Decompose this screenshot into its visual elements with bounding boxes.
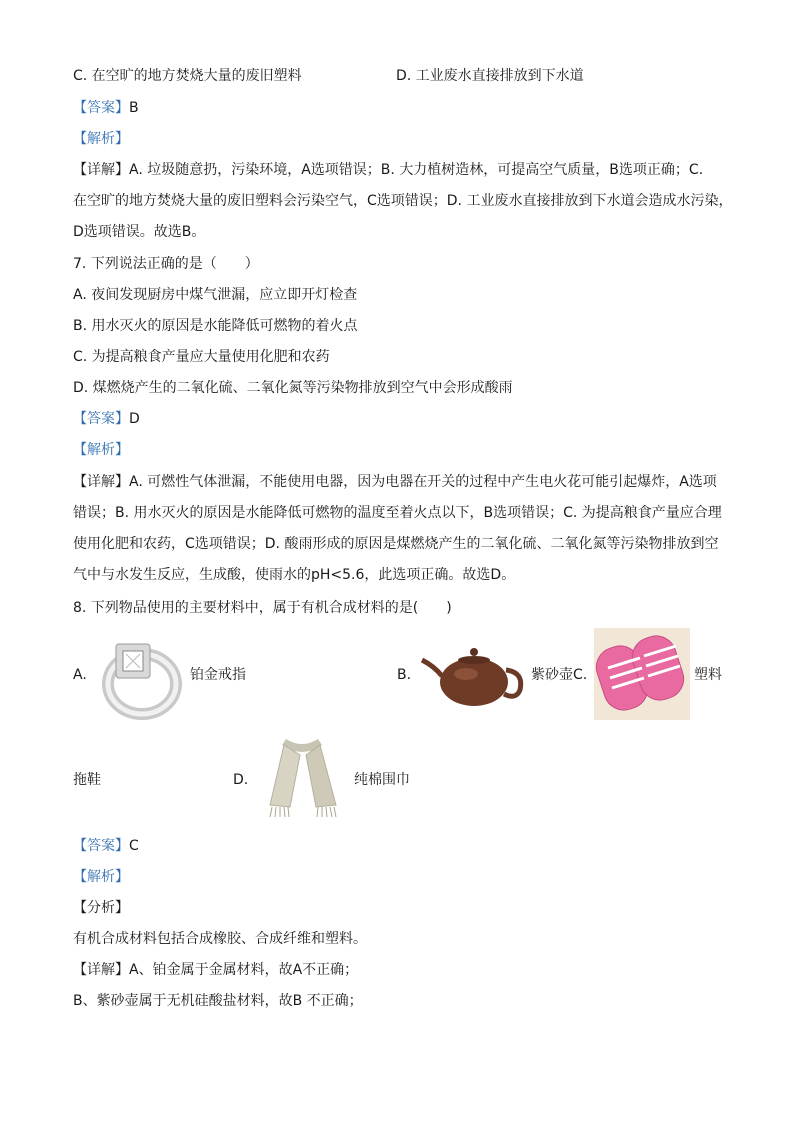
q6-analysis-tag (73, 129, 129, 149)
q7-stem: 7. 下列说法正确的是（ ） (73, 256, 259, 272)
q8-option-d-text: 纯棉围巾 (354, 772, 410, 788)
q7-option-c: C. 为提高粮食产量应大量使用化肥和农药 (73, 349, 330, 365)
q7-analysis-tag (73, 440, 129, 460)
answer-value: B (129, 100, 139, 116)
q6-option-c: C. 在空旷的地方焚烧大量的废旧塑料 (73, 68, 302, 84)
plastic-slippers-image (594, 628, 690, 720)
q7-option-b: B. 用水灭火的原因是水能降低可燃物的着火点 (73, 318, 358, 334)
q8-answer (73, 836, 139, 856)
q7-detail-line-2: 错误；B. 用水灭火的原因是水能降低可燃物的温度至着火点以下，B选项错误；C. 为提高粮食产量应合理 (73, 505, 722, 521)
analysis-tag: 【解析】 (73, 442, 129, 458)
q8-option-b-letter: B. (397, 667, 412, 683)
detail-text: A. 可燃性气体泄漏，不能使用电器，因为电器在开关的过程中产生电火花可能引起爆炸，A选项 (129, 474, 717, 490)
detail-text: A. 垃圾随意扔，污染环境，A选项错误；B. 大力植树造林，可提高空气质量，B选项正确；C. (129, 162, 704, 178)
q6-option-d: D. 工业废水直接排放到下水道 (396, 68, 584, 84)
q7-option-d: D. 煤燃烧产生的二氧化硫、二氧化氮等污染物排放到空气中会形成酸雨 (73, 380, 513, 396)
q8-fenxi-tag (73, 898, 129, 918)
q8-option-a-text: 铂金戒指 (190, 667, 246, 683)
answer-tag: 【答案】 (73, 838, 129, 854)
detail-tag: 【详解】 (73, 962, 129, 978)
q8-option-c-text: 塑料 (694, 667, 722, 683)
q7-detail-line-3: 使用化肥和农药，C选项错误；D. 酸雨形成的原因是煤燃烧产生的二氧化硫、二氧化氮等污染物排放到空 (73, 536, 719, 552)
q7-option-a: A. 夜间发现厨房中煤气泄漏，应立即开灯检查 (73, 287, 358, 303)
q7-detail-line-1 (73, 472, 717, 492)
q6-detail-line-1 (73, 160, 703, 180)
q8-option-b-text (531, 665, 587, 685)
answer-value: D (129, 411, 140, 427)
platinum-ring-image (96, 634, 186, 722)
answer-value: C (129, 838, 139, 854)
q6-detail-line-3: D选项错误。故选B。 (73, 224, 206, 240)
option-b-text: 紫砂壶 (531, 667, 573, 683)
detail-tag: 【详解】 (73, 162, 129, 178)
q7-detail-line-4: 气中与水发生反应，生成酸，使雨水的pH<5.6，此选项正确。故选D。 (73, 567, 516, 583)
q8-option-d-letter: D. (233, 772, 249, 788)
q8-stem: 8. 下列物品使用的主要材料中，属于有机合成材料的是( ) (73, 600, 452, 616)
analysis-tag: 【解析】 (73, 869, 129, 885)
answer-tag: 【答案】 (73, 411, 129, 427)
teapot-image (420, 640, 528, 710)
q8-option-c-text-2: 拖鞋 (73, 772, 101, 788)
detail-text: A、铂金属于金属材料，故A不正确； (129, 962, 359, 978)
q6-answer (73, 98, 139, 118)
q8-option-a-letter: A. (73, 667, 87, 683)
q8-fenxi-text: 有机合成材料包括合成橡胶、合成纤维和塑料。 (73, 931, 367, 947)
q6-detail-line-2: 在空旷的地方焚烧大量的废旧塑料会污染空气，C选项错误；D. 工业废水直接排放到下水道会造成水污染， (73, 193, 733, 209)
detail-tag: 【详解】 (73, 474, 129, 490)
option-c-letter: C. (573, 667, 588, 683)
q7-answer (73, 409, 140, 429)
q8-detail-line-2: B、紫砂壶属于无机硅酸盐材料，故B 不正确； (73, 993, 363, 1009)
cotton-scarf-image (256, 735, 350, 821)
analysis-tag: 【解析】 (73, 131, 129, 147)
fenxi-tag: 【分析】 (73, 900, 129, 916)
q8-detail-line-1 (73, 960, 358, 980)
answer-tag: 【答案】 (73, 100, 129, 116)
q8-analysis-tag (73, 867, 129, 887)
